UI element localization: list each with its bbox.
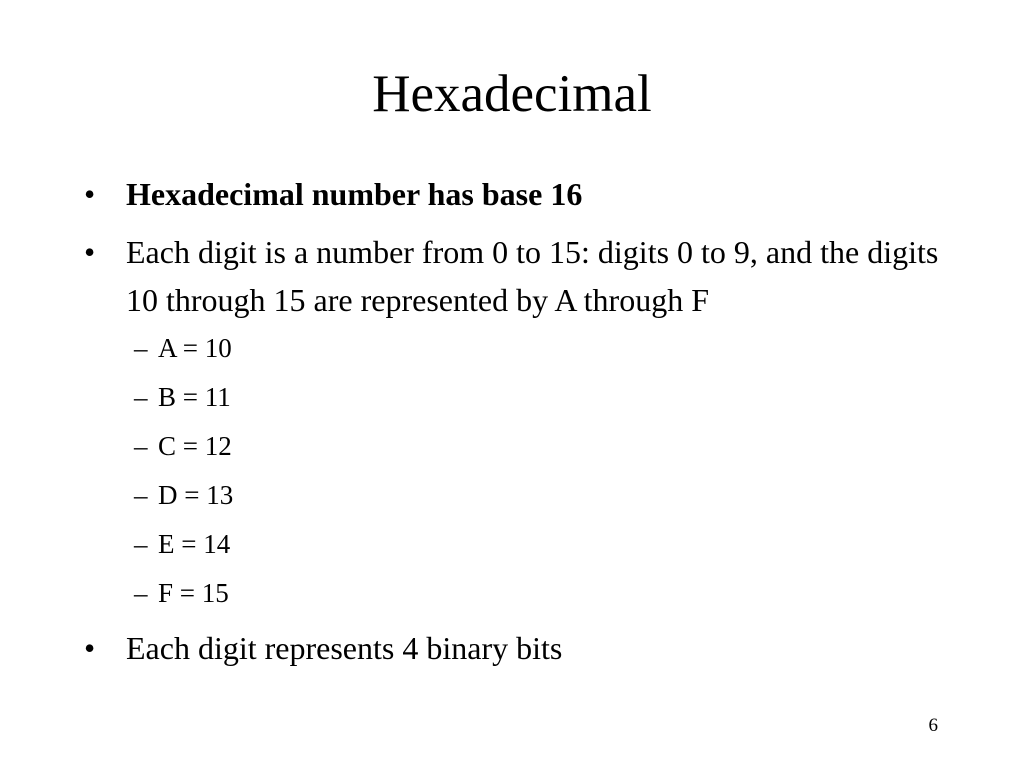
sub-item: [126, 575, 944, 611]
sub-item-text: A = 10: [158, 333, 232, 363]
sub-marker: –: [134, 480, 148, 510]
sub-item-text: E = 14: [158, 529, 231, 559]
slide-title: Hexadecimal: [372, 65, 652, 123]
sub-marker: –: [134, 529, 148, 559]
bullet-text: Each digit represents 4 binary bits: [126, 630, 563, 666]
sub-item-text: B = 11: [158, 382, 231, 412]
bullet-item-binary-bits: [84, 624, 944, 672]
sub-item: [126, 428, 944, 464]
sub-marker: –: [134, 578, 148, 608]
sub-list: [126, 330, 944, 611]
sub-item-text: C = 12: [158, 431, 232, 461]
bullet-marker: •: [84, 630, 96, 666]
sub-item: [126, 330, 944, 366]
sub-marker: –: [134, 333, 148, 363]
sub-item: [126, 477, 944, 513]
sub-marker: –: [134, 431, 148, 461]
sub-item: [126, 379, 944, 415]
page-number: 6: [928, 715, 938, 736]
bullet-item-digits: [84, 228, 944, 611]
bullet-item-base: [84, 170, 944, 218]
bullet-marker: •: [84, 176, 96, 212]
sub-marker: –: [134, 382, 148, 412]
sub-item: [126, 526, 944, 562]
bullet-marker: •: [84, 234, 96, 270]
bullet-list: [84, 170, 944, 682]
sub-item-text: D = 13: [158, 480, 234, 510]
bullet-text: Hexadecimal number has base 16: [126, 176, 583, 212]
sub-item-text: F = 15: [158, 578, 229, 608]
bullet-text: Each digit is a number from 0 to 15: digits 0 to 9, and the digits 10 through 15 are represented by A through F: [126, 234, 939, 318]
